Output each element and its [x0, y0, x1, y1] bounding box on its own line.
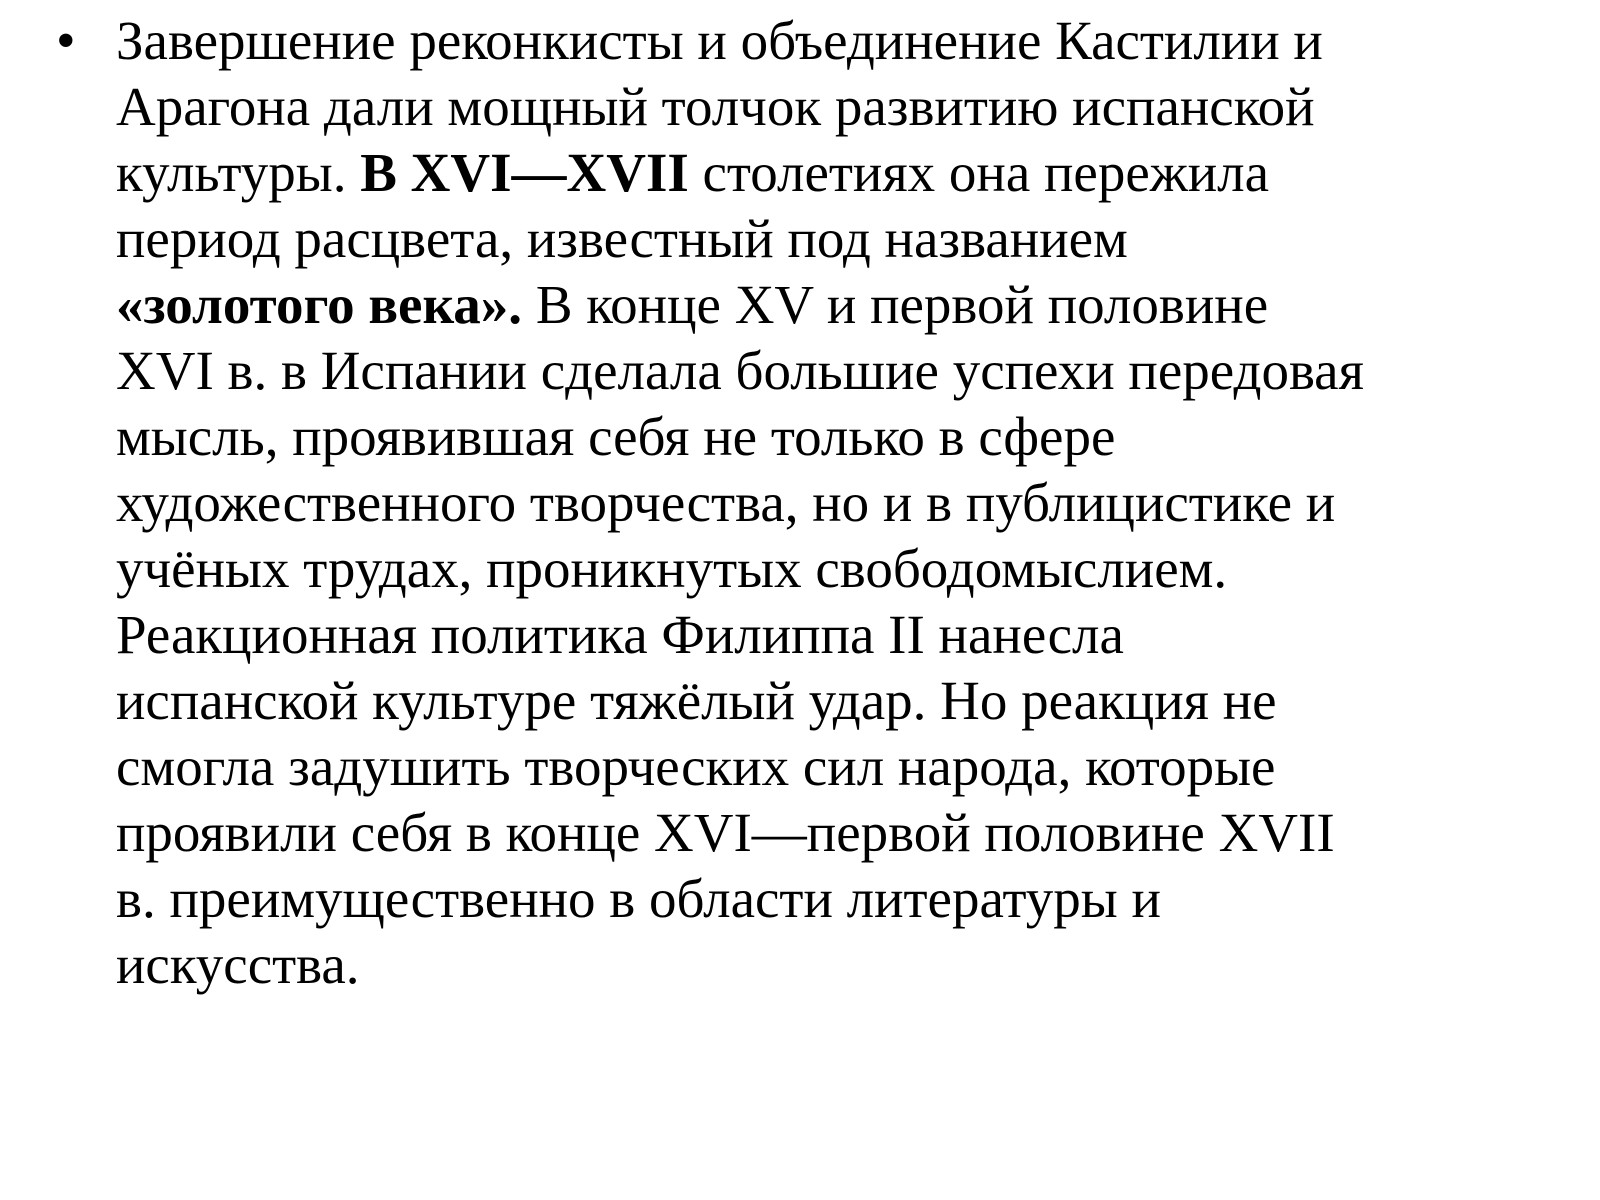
bullet-point-icon: • — [56, 10, 76, 72]
text-line — [116, 736, 1275, 797]
text-line — [116, 208, 1128, 269]
text-segment: проявили себя в конце XVI—первой половине XVII — [116, 802, 1335, 863]
text-line — [116, 10, 1323, 71]
text-line — [116, 868, 1161, 929]
text-segment: испанской культуре тяжёлый удар. Но реакция не — [116, 670, 1277, 731]
text-segment: учёных трудах, проникнутых свободомыслием. — [116, 538, 1228, 599]
text-line — [116, 604, 1124, 665]
text-segment: в. преимущественно в области литературы и — [116, 868, 1161, 929]
text-line — [116, 340, 1364, 401]
text-segment: XVI в. в Испании сделала большие успехи передовая — [116, 340, 1364, 401]
text-segment: Арагона дали мощный толчок развитию испанской — [116, 76, 1315, 137]
bold-text-segment: «золотого века». — [116, 274, 523, 335]
text-segment: Реакционная политика Филиппа II нанесла — [116, 604, 1124, 665]
text-line — [116, 538, 1227, 599]
text-line — [116, 934, 360, 995]
bullet-paragraph — [116, 8, 1556, 998]
text-line — [116, 274, 1268, 335]
text-segment: художественного творчества, но и в публицистике и — [116, 472, 1336, 533]
text-segment: Завершение реконкисты и объединение Кастилии и — [116, 10, 1323, 71]
text-line — [116, 802, 1335, 863]
text-segment: культуры. — [116, 142, 361, 203]
text-line — [116, 142, 1269, 203]
text-segment: смогла задушить творческих сил народа, которые — [116, 736, 1276, 797]
text-segment: период расцвета, известный под названием — [116, 208, 1128, 269]
text-segment: искусства. — [116, 934, 360, 995]
text-line — [116, 76, 1315, 137]
text-line — [116, 472, 1335, 533]
text-segment: столетиях она пережила — [688, 142, 1270, 203]
text-line — [116, 406, 1115, 467]
text-segment: мысль, проявившая себя не только в сфере — [116, 406, 1116, 467]
text-line — [116, 670, 1277, 731]
bold-text-segment: В XVI—XVII — [360, 142, 689, 203]
text-segment: В конце XV и первой половине — [522, 274, 1269, 335]
